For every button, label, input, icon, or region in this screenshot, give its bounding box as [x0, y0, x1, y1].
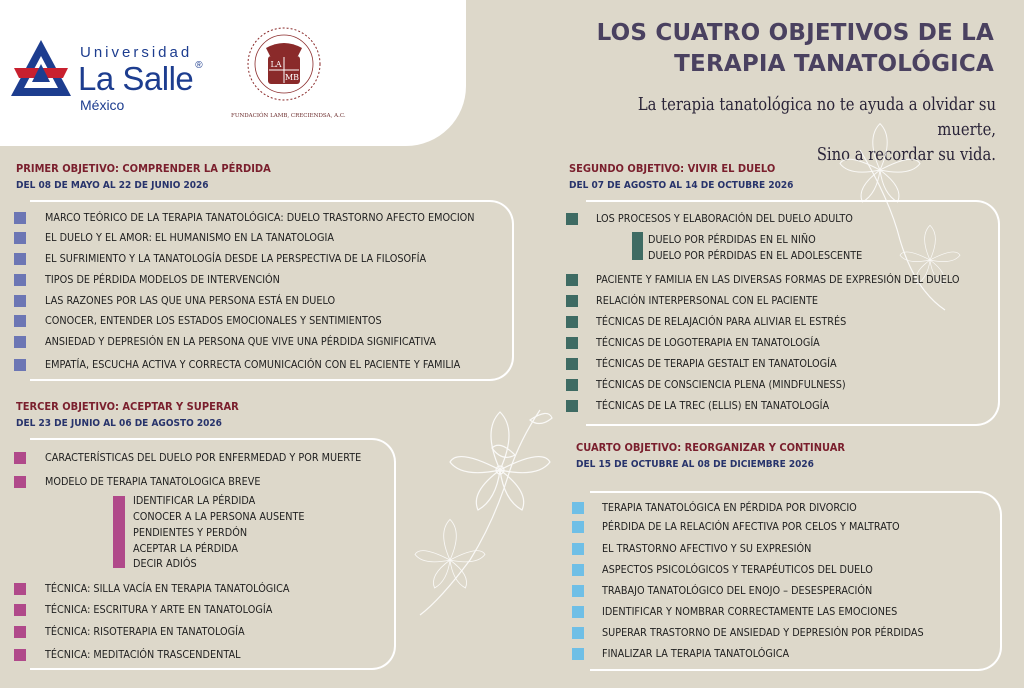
title-line-2: TERAPIA TANATOLÓGICA: [674, 51, 994, 77]
bullet-square: [14, 359, 26, 371]
bullet-square: [14, 295, 26, 307]
bullet-square: [566, 274, 578, 286]
item-text: IDENTIFICAR Y NOMBRAR CORRECTAMENTE LAS EMOCIONES: [602, 605, 898, 618]
bullet-square: [572, 564, 584, 576]
bullet-square: [566, 316, 578, 328]
item-text: SUPERAR TRASTORNO DE ANSIEDAD Y DEPRESIÓN POR PÉRDIDAS: [602, 626, 924, 639]
item-text: LOS PROCESOS Y ELABORACIÓN DEL DUELO ADULTO: [596, 212, 853, 225]
item-text: TÉCNICA: RISOTERAPIA EN TANATOLOGÍA: [45, 625, 245, 638]
subitem-text: CONOCER A LA PERSONA AUSENTE: [133, 510, 305, 523]
objective-3-title: TERCER OBJETIVO: ACEPTAR Y SUPERAR: [16, 400, 239, 413]
subitem-text: DECIR ADIÓS: [133, 557, 197, 570]
la-salle-logo-icon: [10, 38, 72, 100]
objective-1-dates: DEL 08 DE MAYO AL 22 DE JUNIO 2026: [16, 180, 209, 191]
bullet-square: [14, 212, 26, 224]
bullet-square: [14, 315, 26, 327]
bullet-square: [572, 606, 584, 618]
item-text: FINALIZAR LA TERAPIA TANATOLÓGICA: [602, 647, 790, 660]
title-line-1: LOS CUATRO OBJETIVOS DE LA: [596, 20, 994, 46]
la-salle-wordmark: [78, 60, 202, 98]
item-text: TERAPIA TANATOLÓGICA EN PÉRDIDA POR DIVORCIO: [602, 501, 857, 514]
bullet-square: [14, 253, 26, 265]
subitem-text: ACEPTAR LA PÉRDIDA: [133, 542, 238, 555]
bullet-square: [572, 627, 584, 639]
quote-line-2: Sino a recordar su vida.: [816, 144, 996, 165]
item-text: EL DUELO Y EL AMOR: EL HUMANISMO EN LA TANATOLOGIA: [45, 231, 334, 244]
subitem-text: DUELO POR PÉRDIDAS EN EL NIÑO: [648, 233, 816, 246]
la-salle-text: La Salle: [78, 60, 194, 97]
bullet-square: [572, 521, 584, 533]
mexico-text: México: [80, 97, 125, 113]
item-text: ASPECTOS PSICOLÓGICOS Y TERAPÉUTICOS DEL DUELO: [602, 563, 873, 576]
item-text: TRABAJO TANATOLÓGICO DEL ENOJO – DESESPERACIÓN: [602, 584, 873, 597]
item-text: EL TRASTORNO AFECTIVO Y SU EXPRESIÓN: [602, 542, 812, 555]
objective-1-frame: [30, 200, 514, 381]
item-text: CARACTERÍSTICAS DEL DUELO POR ENFERMEDAD Y POR MUERTE: [45, 451, 362, 464]
bullet-square: [14, 626, 26, 638]
bullet-square: [14, 452, 26, 464]
item-text: CONOCER, ENTENDER LOS ESTADOS EMOCIONALES Y SENTIMIENTOS: [45, 314, 382, 327]
item-text: TÉCNICA: SILLA VACÍA EN TERAPIA TANATOLÓGICA: [45, 582, 290, 595]
item-text: PÉRDIDA DE LA RELACIÓN AFECTIVA POR CELOS Y MALTRATO: [602, 520, 900, 533]
item-text: TÉCNICAS DE LA TREC (ELLIS) EN TANATOLOGÍA: [596, 399, 830, 412]
bullet-square: [14, 336, 26, 348]
bullet-square: [14, 232, 26, 244]
bullet-square: [566, 379, 578, 391]
bullet-square: [566, 295, 578, 307]
registered-mark: ®: [195, 60, 203, 71]
seal-letters-top: LA: [270, 60, 282, 69]
bullet-square: [14, 649, 26, 661]
objective-2-title: SEGUNDO OBJETIVO: VIVIR EL DUELO: [569, 162, 776, 175]
bullet-square: [14, 274, 26, 286]
objective-1-title: PRIMER OBJETIVO: COMPRENDER LA PÉRDIDA: [16, 162, 271, 175]
quote-line-1: La terapia tanatológica no te ayuda a olvidar su muerte,: [637, 94, 996, 140]
item-text: PACIENTE Y FAMILIA EN LAS DIVERSAS FORMAS DE EXPRESIÓN DEL DUELO: [596, 273, 960, 286]
bullet-square: [14, 583, 26, 595]
subitem-bar: [632, 232, 643, 260]
item-text: TÉCNICA: ESCRITURA Y ARTE EN TANATOLOGÍA: [45, 603, 273, 616]
bullet-square: [14, 604, 26, 616]
item-text: TÉCNICA: MEDITACIÓN TRASCENDENTAL: [45, 648, 241, 661]
item-text: TÉCNICAS DE CONSCIENCIA PLENA (MINDFULNESS): [596, 378, 846, 391]
universidad-text: Universidad: [80, 44, 193, 61]
subitem-text: IDENTIFICAR LA PÉRDIDA: [133, 494, 256, 507]
item-text: TIPOS DE PÉRDIDA MODELOS DE INTERVENCIÓN: [45, 273, 280, 286]
objective-2-dates: DEL 07 DE AGOSTO AL 14 DE OCTUBRE 2026: [569, 180, 794, 191]
bullet-square: [566, 400, 578, 412]
logo-panel: [0, 0, 466, 146]
seal-letters-bottom: MB: [284, 73, 300, 82]
bullet-square: [566, 358, 578, 370]
subitem-bar: [113, 496, 125, 568]
bullet-square: [572, 502, 584, 514]
item-text: MODELO DE TERAPIA TANATOLOGICA BREVE: [45, 475, 261, 488]
item-text: ANSIEDAD Y DEPRESIÓN EN LA PERSONA QUE VIVE UNA PÉRDIDA SIGNIFICATIVA: [45, 335, 436, 348]
bullet-square: [14, 476, 26, 488]
bullet-square: [566, 337, 578, 349]
objective-4-frame: [590, 491, 1002, 671]
fundacion-name: FUNDACIÓN LAMB, CRECIENDSA, A.C.: [231, 113, 346, 119]
bullet-square: [572, 648, 584, 660]
bullet-square: [572, 543, 584, 555]
item-text: LAS RAZONES POR LAS QUE UNA PERSONA ESTÁ EN DUELO: [45, 294, 336, 307]
objective-3-dates: DEL 23 DE JUNIO AL 06 DE AGOSTO 2026: [16, 418, 222, 429]
item-text: RELACIÓN INTERPERSONAL CON EL PACIENTE: [596, 294, 819, 307]
fundacion-seal-icon: [246, 26, 322, 102]
subitem-text: PENDIENTES Y PERDÓN: [133, 526, 248, 539]
item-text: MARCO TEÓRICO DE LA TERAPIA TANATOLÓGICA: DUELO TRASTORNO AFECTO EMOCION: [45, 211, 475, 224]
item-text: TÉCNICAS DE TERAPIA GESTALT EN TANATOLOGÍA: [596, 357, 837, 370]
objective-4-dates: DEL 15 DE OCTUBRE AL 08 DE DICIEMBRE 2026: [576, 459, 814, 470]
item-text: EL SUFRIMIENTO Y LA TANATOLOGÍA DESDE LA PERSPECTIVA DE LA FILOSOFÍA: [45, 252, 427, 265]
item-text: EMPATÍA, ESCUCHA ACTIVA Y CORRECTA COMUNICACIÓN CON EL PACIENTE Y FAMILIA: [45, 358, 461, 371]
item-text: TÉCNICAS DE LOGOTERAPIA EN TANATOLOGÍA: [596, 336, 820, 349]
objective-4-title: CUARTO OBJETIVO: REORGANIZAR Y CONTINUAR: [576, 441, 846, 454]
item-text: TÉCNICAS DE RELAJACIÓN PARA ALIVIAR EL ESTRÉS: [596, 315, 847, 328]
bullet-square: [566, 213, 578, 225]
bullet-square: [572, 585, 584, 597]
subitem-text: DUELO POR PÉRDIDAS EN EL ADOLESCENTE: [648, 249, 863, 262]
quote: [611, 92, 996, 167]
main-title: [574, 18, 994, 80]
